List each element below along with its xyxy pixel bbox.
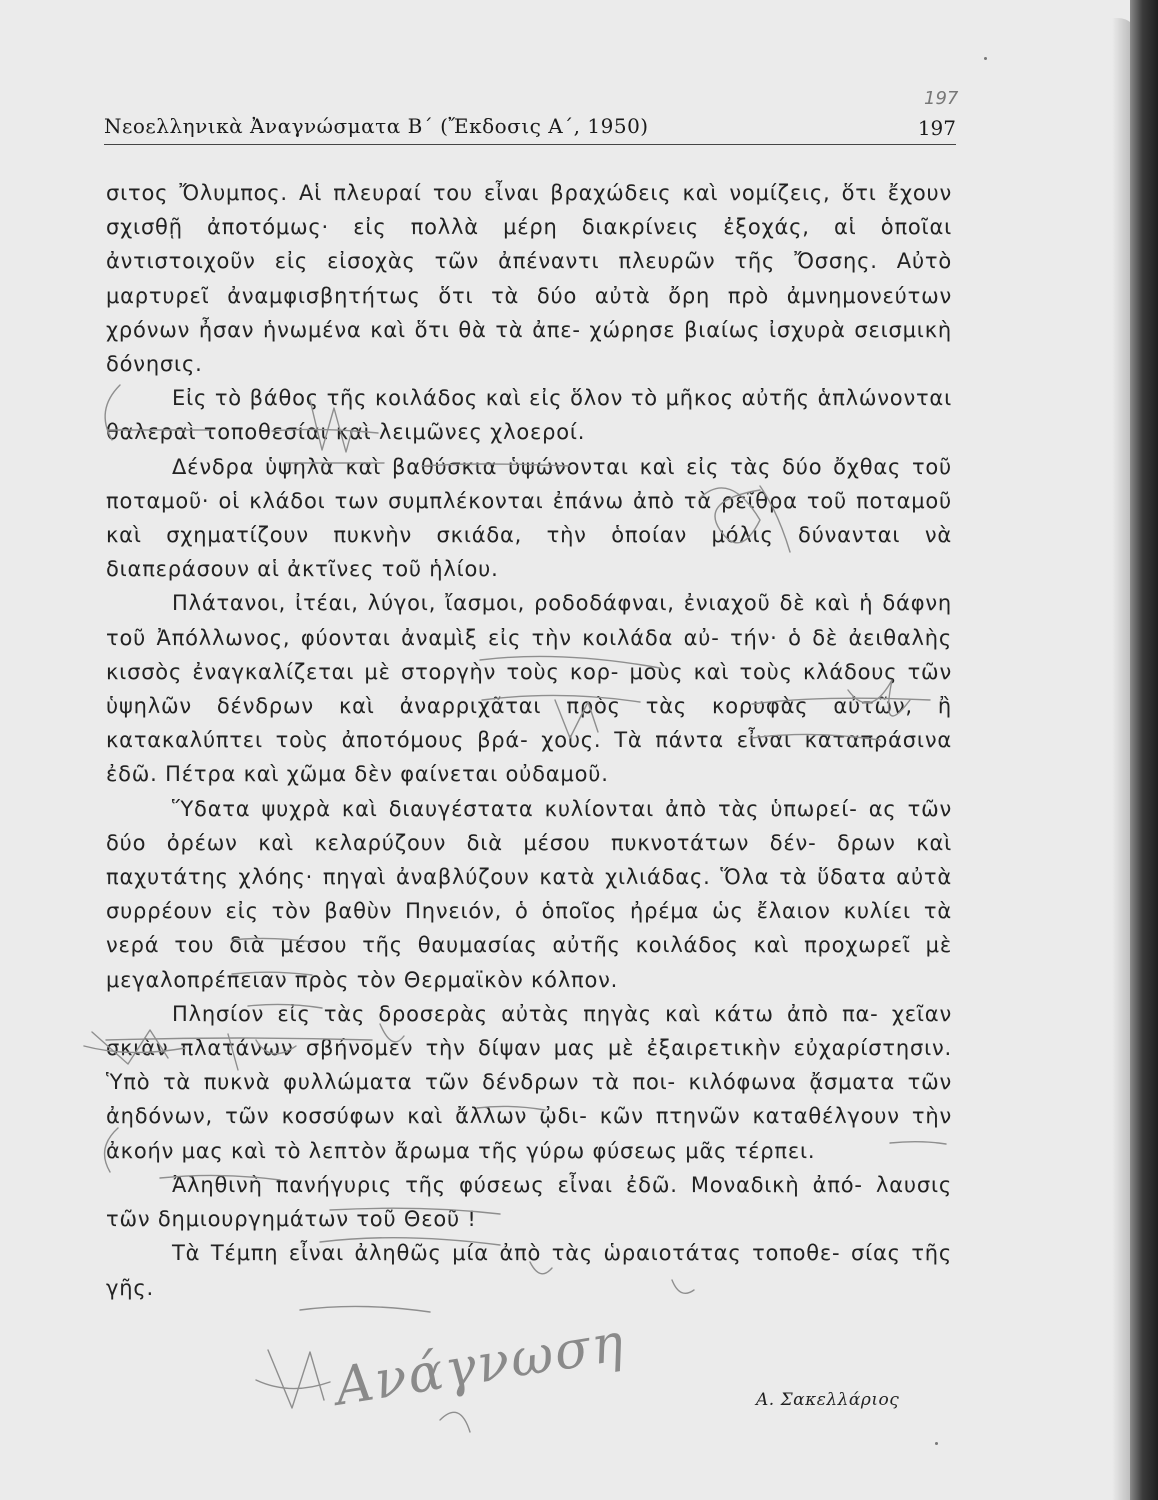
pencil-handwriting: Ανάγνωση [331, 1312, 630, 1418]
pencil-scribble [440, 1412, 470, 1432]
running-header [104, 114, 956, 145]
author-signature: Α. Σακελλάριος [756, 1390, 900, 1410]
book-binding-edge [1130, 0, 1158, 1500]
specks [984, 57, 987, 60]
page-curl-shadow [1112, 18, 1130, 1500]
pencil-underline [300, 1306, 430, 1312]
paragraph-3: Δένδρα ὑψηλὰ καὶ βαθύσκια ὑψώνονται καὶ εἰς τὰς δύο ὄχθας τοῦ ποταμοῦ· οἱ κλάδοι των συμπλέκονται ἐπάνω ἀπὸ τὰ ρεῖθρα τοῦ ποταμοῦ καὶ σχηματίζουν πυκνὴν σκιάδα, τὴν ὁποίαν μόλις δύνανται νὰ διαπεράσουν αἱ ἀκτῖνες τοῦ ἡλίου. [106, 454, 953, 582]
paragraph-2: Εἰς τὸ βάθος τῆς κοιλάδος καὶ εἰς ὅλον τὸ μῆκος αὐτῆς ἁπλώνονται θαλεραὶ τοποθεσίαι καὶ λειμῶνες χλοεροί. [106, 386, 952, 445]
pencil-scribble [268, 1350, 324, 1408]
paragraph-7: Ἀληθινὴ πανήγυρις τῆς φύσεως εἶναι ἐδῶ. Μοναδικὴ ἀπό- λαυσις τῶν δημιουργημάτων τοῦ Θεοῦ ! [106, 1172, 952, 1232]
paragraph-1: σιτος Ὄλυμπος. Αἱ πλευραί του εἶναι βραχώδεις καὶ νομίζεις, ὅτι ἔχουν σχισθῇ ἀποτόμως· εἰς πολλὰ μέρη διακρίνεις ἐξοχάς, αἱ ὁποῖαι ἀντιστοιχοῦν εἰς εἰσοχὰς τῶν ἀπέναντι πλευρῶν τῆς Ὄσσης. Αὐτὸ μαρτυρεῖ ἀναμφισβητήτως ὅτι τὰ δύο αὐτὰ ὄρη πρὸ ἀμνημονεύτων χρόνων ἦσαν ἡνωμένα καὶ ὅτι θὰ τὰ ἀπε- χώρησε βιαίως ἰσχυρὰ σεισμικὴ δόνησις. [106, 181, 952, 377]
specks [935, 1442, 938, 1445]
paragraph-4: Πλάτανοι, ἰτέαι, λύγοι, ἴασμοι, ροδοδάφναι, ἐνιαχοῦ δὲ καὶ ἡ δάφνη τοῦ Ἀπόλλωνος, φύονται ἀναμὶξ εἰς τὴν κοιλάδα αὐ- τήν· ὁ δὲ ἀειθαλὴς κισσὸς ἐναγκαλίζεται μὲ στοργὴν τοὺς κορ- μοὺς καὶ τοὺς κλάδους τῶν ὑψηλῶν δένδρων καὶ ἀναρριχᾶται πρὸς τὰς κορυφὰς αὐτῶν, ἢ κατακαλύπτει τοὺς ἀποτόμους βρά- χους. Τὰ πάντα εἶναι καταπράσινα ἐδῶ. Πέτρα καὶ χῶμα δὲν φαίνεται οὐδαμοῦ. [106, 591, 952, 787]
book-title: Νεοελληνικὰ Ἀναγνώσματα Β΄ (Ἔκδοσις Α΄, 1950) [104, 114, 649, 138]
paragraph-6: Πλησίον εἰς τὰς δροσερὰς αὐτὰς πηγὰς καὶ κάτω ἀπὸ πα- χεῖαν σκιὰν πλατάνων σβήνομεν τὴν δίψαν μας μὲ ἐξαιρετικὴν εὐχαρίστησιν. Ὑπὸ τὰ πυκνὰ φυλλώματα τῶν δένδρων τὰ ποι- κιλόφωνα ᾄσματα τῶν ἀηδόνων, τῶν κοσσύφων καὶ ἄλλων ᾠδι- κῶν πτηνῶν καταθέλγουν τὴν ἀκοήν μας καὶ τὸ λεπτὸν ἄρωμα τῆς γύρω φύσεως μᾶς τέρπει. [106, 1001, 952, 1163]
paragraph-8: Τὰ Τέμπη εἶναι ἀληθῶς μία ἀπὸ τὰς ὡραιοτάτας τοποθε- σίας τῆς γῆς. [106, 1241, 952, 1300]
paragraph-5: Ὕδατα ψυχρὰ καὶ διαυγέστατα κυλίονται ἀπὸ τὰς ὑπωρεί- ας τῶν δύο ὀρέων καὶ κελαρύζουν διὰ μέσου πυκνοτάτων δέν- δρων καὶ παχυτάτης χλόης· πηγαὶ ἀναβλύζουν κατὰ χιλιάδας. Ὅλα τὰ ὕδατα αὐτὰ συρρέουν εἰς τὸν βαθὺν Πηνειόν, ὁ ὁποῖος ἠρέμα ὡς ἔλαιον κυλίει τὰ νερά του διὰ μέσου τῆς θαυμασίας αὐτῆς κοιλάδος καὶ προχωρεῖ μὲ μεγαλοπρέπειαν πρὸς τὸν Θερμαϊκὸν κόλπον. [106, 796, 953, 992]
pencil-page-number: 197 [924, 88, 959, 109]
pencil-scribble [256, 1380, 330, 1389]
article-body [106, 176, 952, 1305]
page-number: 197 [917, 116, 956, 140]
